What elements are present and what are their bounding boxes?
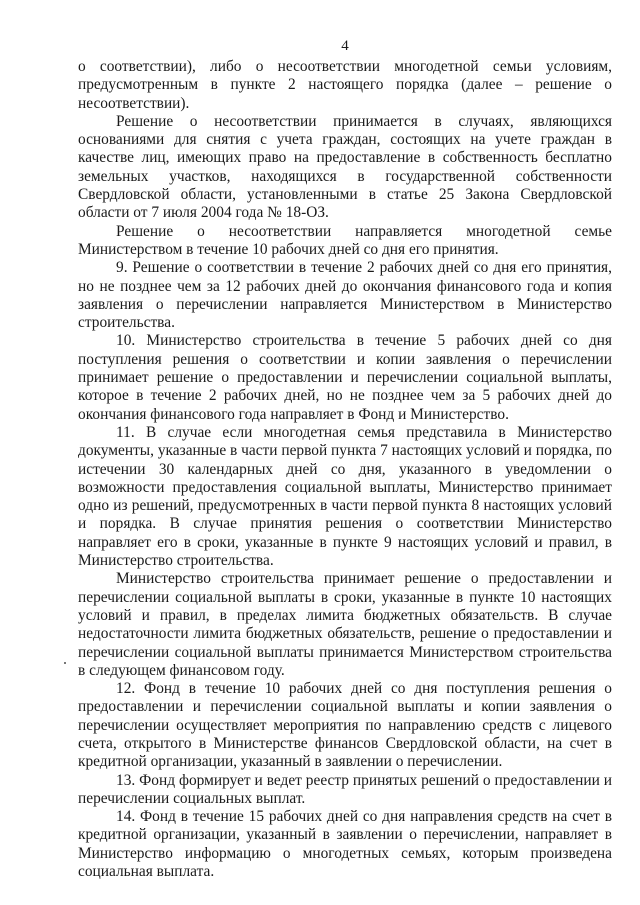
paragraph-item-11-part-2: Министерство строительства принимает решение о предоставлении и перечислении социальной выплаты в сроки, указанные в пункте 10 настоящих условий и правил, в пределах лимита бюджетных обязательств. В случае недостаточности лимита бюджетных обязательств, решение о предоставлении и перечислении социальной выплаты принимается Министерством строительства в следующем финансовом году. (78, 570, 612, 679)
paragraph-item-12: 12. Фонд в течение 10 рабочих дней со дня поступления решения о предоставлении и перечислении социальной выплаты и копии заявления о перечислении осуществляет мероприятия по направлению средств с лицевого счета, открытого в Министерстве финансов Свердловской области, на счет в кредитной организации, указанный в заявлении о перечислении. (78, 680, 612, 771)
page-number: 4 (341, 38, 349, 54)
paragraph-item-11: 11. В случае если многодетная семья представила в Министерство документы, указанные в части первой пункта 7 настоящих условий и порядка, по истечении 30 календарных дней со дня, указанного в уведомлении о возможности предоставления социальной выплаты, Министерство принимает одно из решений, предусмотренных в части первой пункта 8 настоящих условий и порядка. В случае принятия решения о соответствии Министерство направляет его в сроки, указанные в пункте 9 настоящих условий и правил, в Министерство строительства. (78, 423, 612, 570)
paragraph-item-13: 13. Фонд формирует и ведет реестр принятых решений о предоставлении и перечислении социальных выплат. (78, 771, 612, 807)
paragraph-noncompliance-notice: Решение о несоответствии направляется многодетной семье Министерством в течение 10 рабочих дней со дня его принятия. (78, 222, 612, 258)
paragraph-item-9: 9. Решение о соответствии в течение 2 рабочих дней со дня его принятия, но не позднее чем за 12 рабочих дней до окончания финансового года и копия заявления о перечислении направляется Министерством в Министерство строительства. (78, 259, 612, 332)
paragraph-noncompliance-grounds: Решение о несоответствии принимается в случаях, являющихся основаниями для снятия с учета граждан, состоящих на учете граждан в качестве лиц, имеющих право на предоставление в собственность бесплатно земельных участков, находящихся в государственной собственности Свердловской области, установленными в статье 25 Закона Свердловской области от 7 июля 2004 года № 18-ОЗ. (78, 112, 612, 222)
paragraph-item-14: 14. Фонд в течение 15 рабочих дней со дня направления средств на счет в кредитной организации, указанный в заявлении о перечислении, направляет в Министерство информацию о многодетных семьях, которым произведена социальная выплата. (78, 808, 612, 881)
paragraph-decision-continuation: о соответствии), либо о несоответствии многодетной семьи условиям, предусмотренным в пункте 2 настоящего порядка (далее – решение о несоответствии). (78, 58, 612, 112)
scan-speck (64, 662, 66, 664)
paragraph-item-10: 10. Министерство строительства в течение 5 рабочих дней со дня поступления решения о соответствии и копии заявления о перечислении принимает решение о предоставлении и перечислении социальной выплаты, которое в течение 2 рабочих дней, но не позднее чем за 5 рабочих дней до окончания финансового года направляет в Фонд и Министерство. (78, 332, 612, 423)
document-page (78, 36, 612, 881)
